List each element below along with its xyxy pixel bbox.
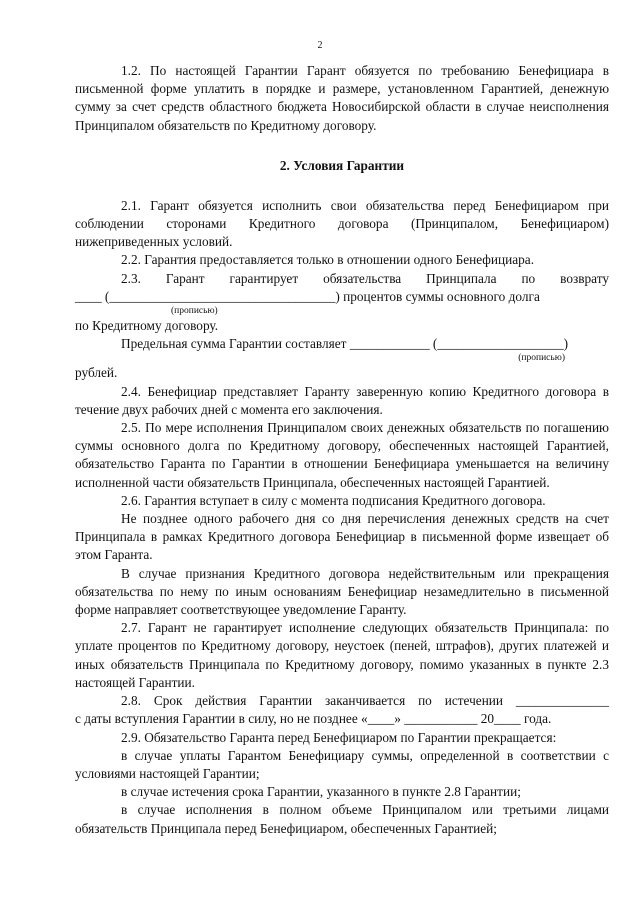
- paragraph-limit-tail: рублей.: [75, 365, 118, 381]
- paragraph-2-6: 2.6. Гарантия вступает в силу с момента подписания Кредитного договора.: [121, 492, 546, 508]
- paragraph-2-5: 2.5. По мере исполнения Принципалом своих денежных обязательств по погашению суммы основного долга по Кредитному договору, обеспеченных настоящей Гарантией, обязательство Гаранта по Гарантии в отношении Бенефициара уменьшается на величину исполненной части обязательств Принципала, обеспеченных настоящей Гарантией.: [75, 420, 609, 490]
- caption-in-words-2: (прописью): [518, 353, 565, 364]
- section-title: 2. Условия Гарантии: [279, 157, 405, 173]
- paragraph-2-3-line1: 2.3. Гарант гарантирует обязательства Принципала по возврату: [121, 270, 609, 286]
- paragraph-notice: Не позднее одного рабочего дня со дня перечисления денежных средств на счет Принципала в рамках Кредитного договора Бенефициар в письменной форме извещает об этом Гаранта.: [75, 511, 609, 563]
- paragraph-2-2: 2.2. Гарантия предоставляется только в отношении одного Бенефициара.: [121, 252, 535, 268]
- caption-in-words-1: (прописью): [171, 306, 218, 317]
- paragraph-2-9: 2.9. Обязательство Гаранта перед Бенефициаром по Гарантии прекращается:: [121, 729, 557, 745]
- paragraph-2-7: 2.7. Гарант не гарантирует исполнение следующих обязательств Принципала: по уплате процентов по Кредитному договору, неустоек (пеней, штрафов), других платежей и иных обязательств Принципала по Кредитному договору, помимо указанных в пункте 2.3 настоящей Гарантии.: [75, 620, 609, 690]
- document-body: [75, 62, 609, 838]
- paragraph-2-8-line2: с даты вступления Гарантии в силу, но не позднее «____» ___________ 20____ года.: [75, 711, 552, 727]
- paragraph-limit: Предельная сумма Гарантии составляет ____________ (___________________): [121, 336, 569, 352]
- paragraph-invalid: В случае признания Кредитного договора недействительным или прекращения обязательства по нему по иным основаниям Бенефициар незамедлительно в письменной форме направляет соответствующее уведомление Гаранту.: [75, 565, 609, 618]
- paragraph-2-4: 2.4. Бенефициар представляет Гаранту заверенную копию Кредитного договора в течение двух рабочих дней с момента его заключения.: [75, 383, 609, 417]
- paragraph-case-2: в случае истечения срока Гарантии, указанного в пункте 2.8 Гарантии;: [121, 784, 521, 800]
- paragraph-2-3-line3: по Кредитному договору.: [75, 318, 219, 334]
- paragraph-case-3: в случае исполнения в полном объеме Принципалом или третьими лицами обязательств Принципала перед Бенефициаром, обеспеченных Гарантией;: [75, 802, 609, 836]
- paragraph-2-3-line2: ____ (__________________________________) процентов суммы основного долга: [75, 288, 540, 304]
- page-number: 2: [317, 40, 323, 51]
- paragraph-2-8-line1: 2.8. Срок действия Гарантии заканчивается по истечении ______________: [121, 693, 609, 709]
- paragraph-1-2: 1.2. По настоящей Гарантии Гарант обязуется по требованию Бенефициара в письменной форме уплатить в порядке и размере, установленном Гарантией, денежную сумму за счет средств областного бюджета Новосибирской области в случае неисполнения Принципалом обязательств по Кредитному договору.: [75, 63, 609, 133]
- paragraph-case-1: в случае уплаты Гарантом Бенефициару суммы, определенной в соответствии с условиями настоящей Гарантии;: [75, 747, 609, 781]
- paragraph-2-1: 2.1. Гарант обязуется исполнить свои обязательства перед Бенефициаром при соблюдении сторонами Кредитного договора (Принципалом, Бенефициаром) нижеприведенных условий.: [75, 197, 609, 250]
